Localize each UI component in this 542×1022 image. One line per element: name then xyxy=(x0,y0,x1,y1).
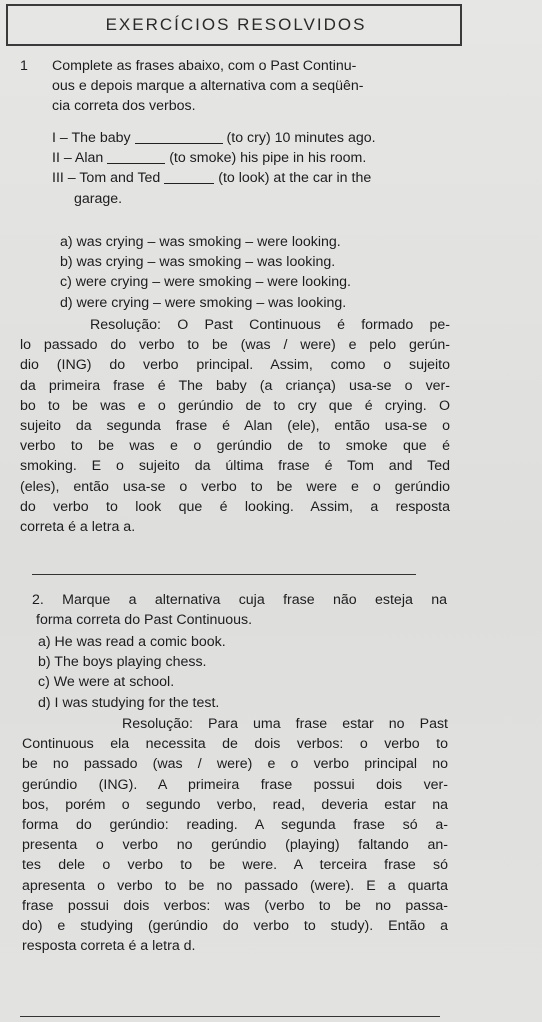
question-2-resolution xyxy=(22,714,448,956)
resolution-line: Resolução: Para uma frase estar no Past xyxy=(122,716,448,732)
resolution-line: verbo to be was e o gerúndio de to smoke que é xyxy=(20,438,450,455)
sentence-1: I – The baby (to cry) 10 minutes ago. xyxy=(52,130,376,146)
resolution-line: presenta o verbo no gerúndio (playing) faltando an- xyxy=(22,837,448,854)
resolution-line: frase possui dois verbos: was (verbo to be no passa- xyxy=(22,897,448,914)
sentence-3-continuation: garage. xyxy=(74,190,123,207)
prompt-line: ous e depois marque a alternativa com a seqüên- xyxy=(52,78,364,95)
option-c: c) were crying – were smoking – were looking. xyxy=(60,274,351,291)
resolution-line: Resolução: O Past Continuous é formado pe- xyxy=(90,317,450,333)
page-title: EXERCÍCIOS RESOLVIDOS xyxy=(105,15,367,34)
resolution-line: Continuous ela necessita de dois verbos: o verbo to xyxy=(22,736,448,753)
bottom-divider xyxy=(20,1016,440,1017)
answer-blank xyxy=(135,143,223,144)
resolution-line: sujeito da segunda frase é Alan (ele), então usa-se o xyxy=(20,418,450,435)
option-a: a) He was read a comic book. xyxy=(38,634,226,650)
option-d: d) I was studying for the test. xyxy=(38,694,220,711)
question-2-prompt xyxy=(32,590,447,630)
option-b: b) was crying – was smoking – was looking. xyxy=(60,254,336,271)
prompt-line: 2. Marque a alternativa cuja frase não esteja na xyxy=(32,592,447,608)
resolution-line: resposta correta é a letra d. xyxy=(22,938,196,955)
sentence-3: III – Tom and Ted (to look) at the car in the xyxy=(52,170,372,187)
resolution-line: lo passado do verbo to be (was / were) e pelo gerún- xyxy=(20,337,450,354)
resolution-line: do) e studying (gerúndio do verbo to study). Então a xyxy=(22,918,448,935)
resolution-line: smoking. E o sujeito da última frase é Tom and Ted xyxy=(20,458,450,475)
resolution-line: do verbo to look que é looking. Assim, a resposta xyxy=(20,498,450,515)
resolution-line: bo to be was e o gerúndio de to cry que é crying. O xyxy=(20,397,450,414)
resolution-line: dio (ING) do verbo principal. Assim, como o sujeito xyxy=(20,357,450,374)
answer-blank xyxy=(164,183,214,184)
resolution-line: correta é a letra a. xyxy=(20,519,136,536)
option-d: d) were crying – were smoking – was looking. xyxy=(60,294,347,311)
option-b: b) The boys playing chess. xyxy=(38,654,207,671)
resolution-line: bos, porém o segundo verbo, read, deveria estar na xyxy=(22,796,448,813)
title-box xyxy=(6,4,462,46)
option-c: c) We were at school. xyxy=(38,674,175,691)
sentence-2: II – Alan (to smoke) his pipe in his room. xyxy=(52,150,367,167)
question-1-sentences xyxy=(52,128,462,209)
prompt-line: forma correta do Past Continuous. xyxy=(36,612,253,629)
prompt-line: Complete as frases abaixo, com o Past Continu- xyxy=(52,58,357,74)
question-1-number: 1 xyxy=(20,58,28,74)
question-1-options xyxy=(60,232,460,313)
question-2-options xyxy=(38,632,438,713)
resolution-line: be no passado (was / were) e o verbo principal no xyxy=(22,756,448,773)
prompt-line: cia correta dos verbos. xyxy=(52,98,196,115)
resolution-line: da primeira frase é The baby (a criança) usa-se o ver- xyxy=(20,377,450,394)
question-1-resolution xyxy=(20,315,450,537)
question-1-prompt xyxy=(52,56,452,117)
resolution-line: gerúndio (ING). A primeira frase possui dois ver- xyxy=(22,776,448,793)
section-divider xyxy=(32,574,416,575)
answer-blank xyxy=(107,163,165,164)
option-a: a) was crying – was smoking – were looking. xyxy=(60,234,341,250)
resolution-line: forma do gerúndio: reading. A segunda frase só a- xyxy=(22,817,448,834)
resolution-line: (eles), então usa-se o verbo to be were e o gerúndio xyxy=(20,478,450,495)
resolution-line: tes dele o verbo to be were. A terceira frase só xyxy=(22,857,448,874)
resolution-line: apresenta o verbo to be no passado (were). E a quarta xyxy=(22,877,448,894)
